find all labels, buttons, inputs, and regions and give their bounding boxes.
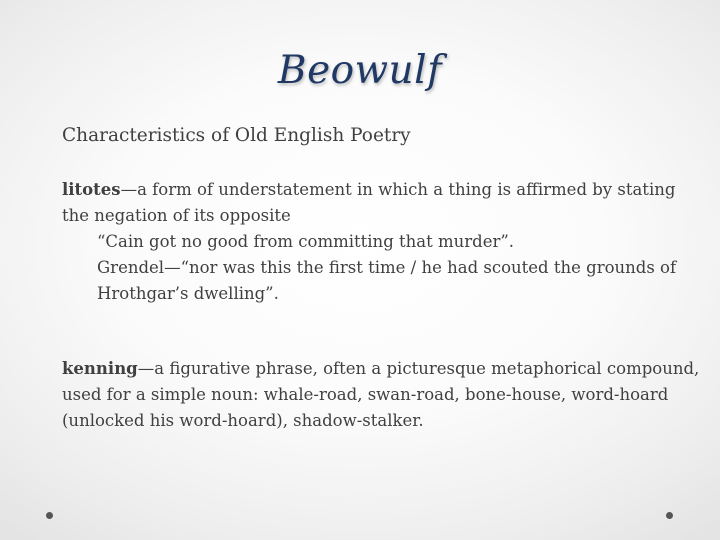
decorative-dot-right (666, 512, 673, 519)
kenning-term: kenning (62, 359, 138, 378)
litotes-example-2: Grendel—“nor was this the first time / he had scouted the grounds of Hrothgar’s dwelling”. (97, 258, 677, 303)
kenning-paragraph (62, 356, 702, 434)
slide-title: Beowulf (277, 48, 443, 93)
litotes-paragraph (62, 177, 702, 307)
decorative-dot-left (46, 512, 53, 519)
litotes-definition (62, 177, 702, 229)
kenning-definition-text: —a figurative phrase, often a picturesque metaphorical compound, used for a simple noun: whale-road, swan-road, bone-house, word-hoard (unlocked his word-hoard), shadow-stalker. (62, 359, 700, 430)
litotes-term: litotes (62, 180, 121, 199)
litotes-definition-text: —a form of understatement in which a thing is affirmed by stating the negation of its opposite (62, 180, 676, 225)
slide-subtitle: Characteristics of Old English Poetry (62, 125, 411, 146)
litotes-example-1: “Cain got no good from committing that murder”. (97, 232, 515, 251)
